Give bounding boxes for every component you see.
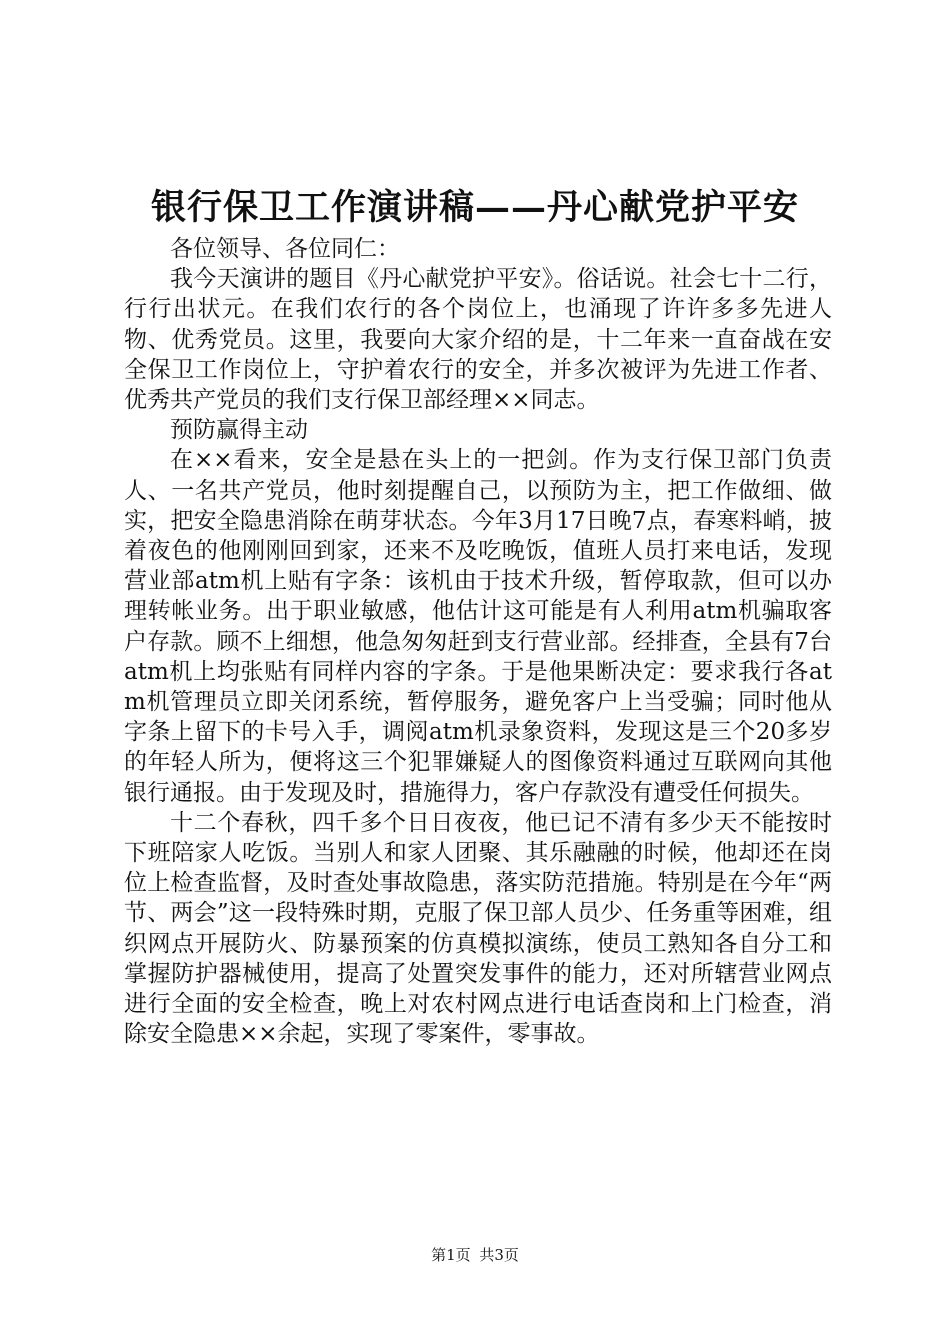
salutation: 各位领导、各位同仁： <box>170 236 400 262</box>
document-body <box>124 234 832 1049</box>
section-heading: 预防赢得主动 <box>170 417 308 444</box>
body-paragraph: 在××看来，安全是悬在头上的一把剑。作为支行保卫部门负责人、一名共产党员，他时刻提醒自己，以预防为主，把工作做细、做实，把安全隐患消除在萌芽状态。今年3月17日晚7点，春寒料峭，披着夜色的他刚刚回到家，还来不及吃晚饭，值班人员打来电话，发现营业部atm机上贴有字条：该机由于技术升级，暂停取款，但可以办理转帐业务。出于职业敏感，他估计这可能是有人利用atm机骗取客户存款。顾不上细想，他急匆匆赶到支行营业部。经排查，全县有7台atm机上均张贴有同样内容的字条。于是他果断决定：要求我行各atm机管理员立即关闭系统，暂停服务，避免客户上当受骗；同时他从字条上留下的卡号入手，调阅atm机录象资料，发现这是三个20多岁的年轻人所为，便将这三个犯罪嫌疑人的图像资料通过互联网向其他银行通报。由于发现及时，措施得力，客户存款没有遭受任何损失。 <box>124 447 832 806</box>
page-number: 第1页 <box>431 1246 471 1264</box>
body-paragraph: 我今天演讲的题目《丹心献党护平安》。俗话说。社会七十二行，行行出状元。在我们农行的各个岗位上，也涌现了许许多多先进人物、优秀党员。这里，我要向大家介绍的是，十二年来一直奋战在安全保卫工作岗位上，守护着农行的安全，并多次被评为先进工作者、优秀共产党员的我们支行保卫部经理××同志。 <box>124 266 832 414</box>
document-title: 银行保卫工作演讲稿——丹心献党护平安 <box>150 187 799 228</box>
page-footer <box>0 1245 950 1265</box>
body-paragraph: 十二个春秋，四千多个日日夜夜，他已记不清有多少天不能按时下班陪家人吃饭。当别人和家人团聚、其乐融融的时候，他却还在岗位上检查监督，及时查处事故隐患，落实防范措施。特别是在今年“两节、两会”这一段特殊时期，克服了保卫部人员少、任务重等困难，组织网点开展防火、防暴预案的仿真模拟演练，使员工熟知各自分工和掌握防护器械使用，提高了处置突发事件的能力，还对所辖营业网点进行全面的安全检查，晚上对农村网点进行电话查岗和上门检查，消除安全隐患××余起，实现了零案件，零事故。 <box>124 809 832 1048</box>
page-total: 共3页 <box>479 1246 519 1264</box>
